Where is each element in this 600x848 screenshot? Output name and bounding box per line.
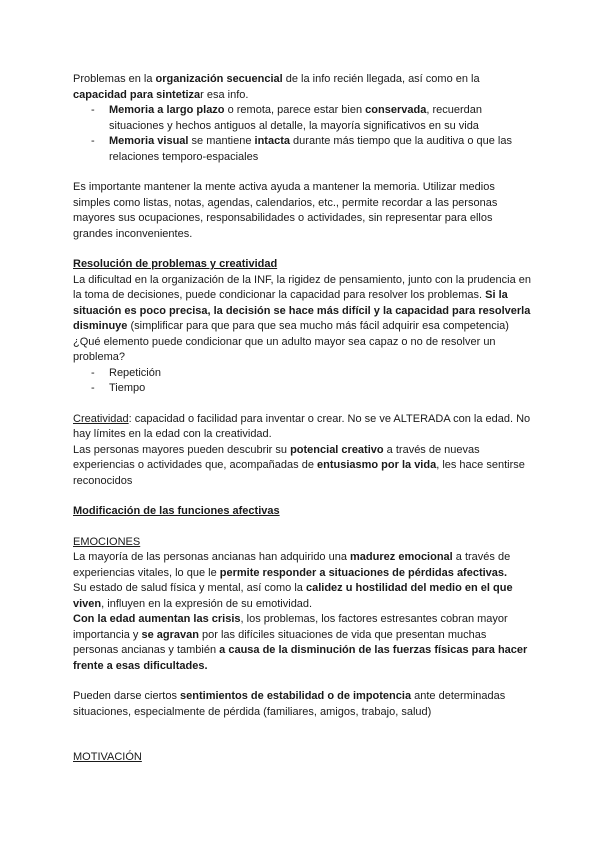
- bold-text: Si la situación es poco precisa, la decisión se hace más difícil y la capacidad para resolverla disminuye: [73, 289, 531, 332]
- text: Las personas mayores pueden descubrir su: [73, 443, 291, 456]
- text: por las difíciles situaciones de vida que presentan muchas personas ancianas y también: [73, 628, 487, 656]
- list-item: [73, 134, 533, 165]
- bold-text: Memoria a largo plazo: [109, 104, 225, 116]
- dash-bullet: -: [91, 104, 95, 116]
- section-heading-afectivas: Modificación de las funciones afectivas: [73, 505, 280, 517]
- text: a través de experiencias vitales, lo que le: [73, 551, 511, 579]
- dash-bullet: -: [91, 382, 95, 394]
- paragraph-emociones-1: [73, 550, 533, 581]
- text: La mayoría de las personas ancianas han adquirido una: [73, 551, 351, 563]
- bold-text: capacidad para sintetiza: [73, 88, 201, 101]
- text: La dificultad en la organización de la INF, la rigidez de pensamiento, junto con la prudencia en la toma de decisiones, puede condicionar la capacidad para resolver los problemas.: [73, 273, 532, 301]
- bold-text: organización secuencial: [155, 73, 283, 85]
- bold-text: se agravan: [141, 628, 199, 641]
- bold-text: potencial creativo: [290, 443, 384, 456]
- subheading-motivacion: MOTIVACIÓN: [73, 751, 142, 763]
- text: o remota, parece estar bien: [224, 104, 366, 116]
- text: Tiempo: [109, 382, 146, 394]
- text: de la info recién llegada, así como en la: [282, 73, 480, 85]
- text: (simplificar para que para que sea mucho más fácil adquirir esa competencia): [127, 320, 509, 332]
- text: se mantiene: [188, 135, 255, 147]
- question-text: ¿Qué elemento puede condicionar que un adulto mayor sea capaz o no de resolver un problema?: [73, 335, 496, 363]
- paragraph-emociones-2: [73, 581, 533, 612]
- text: ante determinadas situaciones, especialmente de pérdida (familiares, amigos, trabajo, salud): [73, 690, 506, 718]
- memory-list: [73, 103, 533, 165]
- document-page: [73, 72, 533, 766]
- bold-text: intacta: [254, 135, 290, 147]
- paragraph-creatividad: [73, 412, 533, 443]
- factors-list: [73, 366, 533, 397]
- bold-text: a causa de la disminución de las fuerzas físicas para hacer frente a esas dificultades.: [73, 644, 528, 672]
- text: r esa info.: [200, 88, 249, 101]
- bold-text: permite responder a situaciones de pérdidas afectivas.: [219, 566, 508, 579]
- dash-bullet: -: [91, 366, 95, 379]
- text: Su estado de salud física y mental, así como la: [73, 582, 306, 594]
- underlined-term: Creatividad: [73, 412, 129, 425]
- section-heading-resolucion: Resolución de problemas y creatividad: [73, 258, 278, 270]
- bold-text: Memoria visual: [109, 135, 189, 147]
- text: , les hace sentirse reconocidos: [73, 459, 525, 487]
- text: Repetición: [109, 366, 161, 379]
- paragraph-emociones-3: [73, 612, 533, 674]
- paragraph-resolucion: [73, 273, 533, 335]
- text: : capacidad o facilidad para inventar o crear. No se ve ALTERADA con la edad. No hay límites en la edad con la creatividad.: [73, 412, 531, 440]
- text: a través de nuevas experiencias o actividades que, acompañadas de: [73, 443, 480, 471]
- bold-text: Con la edad aumentan las crisis: [73, 613, 241, 625]
- bold-text: calidez u hostilidad del medio en el que viven: [73, 582, 513, 610]
- text: , influyen en la expresión de su emotividad.: [101, 597, 313, 610]
- text: Problemas en la: [73, 73, 156, 85]
- bold-text: conservada: [365, 104, 427, 116]
- bold-text: entusiasmo por la vida: [317, 459, 437, 471]
- bold-text: sentimientos de estabilidad o de impotencia: [180, 690, 412, 702]
- text: durante más tiempo que la auditiva o que las relaciones temporo-espaciales: [109, 135, 512, 163]
- bold-text: madurez emocional: [350, 551, 453, 563]
- list-item: [73, 103, 533, 134]
- list-item: [73, 366, 533, 382]
- list-item: [73, 381, 533, 397]
- paragraph-potencial: [73, 443, 533, 490]
- dash-bullet: -: [91, 135, 95, 147]
- text: Pueden darse ciertos: [73, 690, 181, 702]
- text: , los problemas, los factores estresantes cobran mayor importancia y: [73, 613, 508, 641]
- subheading-emociones: EMOCIONES: [73, 535, 141, 548]
- paragraph-sentimientos: [73, 689, 533, 720]
- text: , recuerdan situaciones y hechos antiguos al detalle, la mayoría significativos en su vida: [109, 104, 482, 132]
- paragraph-problemas: [73, 72, 533, 103]
- paragraph-mente-activa: Es importante mantener la mente activa ayuda a mantener la memoria. Utilizar medios simples como listas, notas, agendas, calendarios, etc., permite recordar a las personas mayores sus ocupaciones, responsabilidades o actividades, sin representar para ellos grandes inconvenientes.: [73, 181, 498, 240]
